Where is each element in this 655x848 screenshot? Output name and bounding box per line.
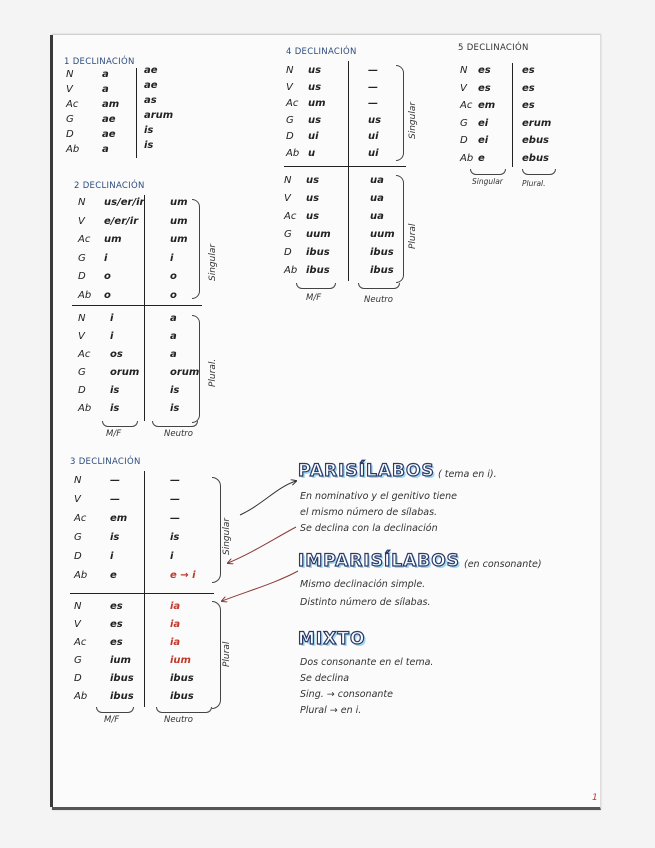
decl3-case: D	[74, 673, 82, 684]
decl2-neutro-label: Neutro	[164, 429, 194, 439]
decl1-sg: a	[102, 84, 109, 95]
parisilabos-sub: ( tema en i).	[438, 469, 497, 480]
decl3-case: G	[74, 532, 82, 543]
decl5-sg: es	[478, 82, 491, 94]
mixto-line-3: Sing. → consonante	[300, 689, 393, 700]
decl2-n: is	[170, 403, 180, 414]
decl3-mf: —	[110, 475, 120, 486]
decl4-n: ibus	[370, 265, 394, 276]
decl4-n: ua	[370, 175, 384, 186]
notebook-page	[52, 34, 601, 810]
decl2-mf: us/er/ir	[104, 197, 145, 208]
decl2-case: N	[78, 197, 86, 208]
decl5-case: N	[460, 65, 468, 76]
decl4-mf: us	[306, 211, 320, 222]
decl2-singular-label: Singular	[208, 243, 218, 281]
decl3-case: N	[74, 475, 82, 486]
decl2-title: 2 DECLINACIÓN	[74, 181, 145, 191]
decl3-n: ibus	[170, 673, 194, 684]
arrow-to-parisilabos	[240, 481, 296, 515]
imparisilabos-line-1: Mismo declinación simple.	[300, 579, 426, 590]
decl3-mf: es	[110, 637, 123, 648]
decl3-mf: es	[110, 619, 123, 630]
decl4-title: 4 DECLINACIÓN	[286, 47, 357, 57]
decl2-case: G	[78, 367, 86, 378]
decl5-pl: es	[522, 100, 535, 111]
decl3-case: V	[74, 494, 81, 505]
decl2-case: N	[78, 313, 86, 324]
decl4-case: D	[286, 131, 294, 142]
decl3-mf: e	[110, 570, 117, 581]
decl3-title: 3 DECLINACIÓN	[70, 457, 141, 467]
decl3-case: Ac	[74, 513, 87, 524]
decl1-case: D	[66, 129, 74, 140]
arrow-to-plural-ia	[222, 571, 298, 601]
decl4-mf-label: M/F	[306, 293, 322, 303]
decl2-case: Ab	[78, 289, 92, 301]
decl3-n: —	[170, 494, 180, 505]
imparisilabos-sub: (en consonante)	[464, 559, 542, 570]
decl2-plural-label: Plural.	[208, 358, 218, 387]
decl2-case: D	[78, 385, 86, 396]
decl4-n: us	[368, 114, 382, 126]
decl4-mf: us	[308, 65, 322, 76]
decl1-sg: ae	[102, 129, 116, 140]
decl4-case: N	[286, 65, 294, 76]
decl1-case: N	[66, 69, 74, 80]
decl4-n: ui	[368, 147, 379, 159]
decl3-n: ia	[170, 601, 181, 612]
decl3-n: ia	[170, 637, 181, 648]
decl2-case: Ac	[78, 234, 91, 245]
decl5-case: V	[460, 82, 467, 94]
decl3-mf: ibus	[110, 673, 134, 684]
decl4-case: Ac	[286, 98, 299, 109]
decl4-n: —	[368, 98, 378, 109]
decl4-case: V	[284, 193, 291, 204]
decl4-mf: ibus	[306, 247, 330, 258]
decl4-n: ua	[370, 211, 384, 222]
parisilabos-line-2: el mismo número de sílabas.	[300, 507, 438, 518]
decl5-pl: erum	[522, 117, 552, 129]
decl2-n: um	[170, 215, 188, 227]
mixto-line-1: Dos consonante en el tema.	[300, 657, 434, 668]
decl4-n: uum	[370, 229, 395, 240]
mixto-title: MIXTO	[298, 629, 366, 649]
decl5-title: 5 DECLINACIÓN	[458, 43, 529, 53]
decl1-sg: a	[102, 69, 109, 80]
decl3-mf: —	[110, 494, 120, 505]
decl2-n: orum	[170, 367, 200, 378]
decl5-case: G	[460, 117, 468, 129]
decl2-n: i	[170, 252, 174, 264]
decl4-n: —	[368, 65, 378, 76]
decl4-n: ua	[370, 193, 384, 204]
decl3-n: ium	[170, 655, 191, 666]
decl1-pl: as	[144, 95, 157, 106]
decl2-n: o	[170, 271, 177, 282]
decl4-mf: um	[308, 98, 326, 109]
decl2-mf-label: M/F	[106, 429, 122, 439]
decl2-n: um	[170, 234, 188, 245]
decl2-mf: i	[110, 331, 114, 342]
decl4-case: D	[284, 247, 292, 258]
decl4-n: —	[368, 81, 378, 93]
decl3-n: ia	[170, 619, 181, 630]
decl3-mf: es	[110, 601, 123, 612]
decl3-plural-label: Plural	[222, 641, 232, 667]
decl2-mf: orum	[110, 367, 140, 378]
decl5-case: Ab	[460, 152, 474, 164]
decl5-sg: ei	[478, 135, 489, 146]
decl3-mf: is	[110, 532, 120, 543]
decl3-mf: ibus	[110, 691, 134, 702]
decl1-sg: a	[102, 144, 109, 155]
decl4-case: V	[286, 81, 293, 93]
decl4-mf: us	[308, 81, 322, 93]
decl1-title: 1 DECLINACIÓN	[64, 57, 135, 67]
decl1-pl: is	[144, 125, 154, 136]
decl2-mf: o	[104, 289, 111, 301]
decl4-mf: uum	[306, 229, 331, 240]
decl5-pl: ebus	[522, 152, 550, 164]
decl2-case: G	[78, 252, 86, 264]
decl2-mf: um	[104, 234, 122, 245]
decl3-case: Ab	[74, 570, 88, 581]
decl3-case: D	[74, 551, 82, 562]
decl3-n: —	[170, 475, 180, 486]
decl3-case: G	[74, 655, 82, 666]
decl4-mf: us	[306, 193, 320, 204]
decl2-n: a	[170, 331, 177, 342]
decl3-neutro-label: Neutro	[164, 715, 194, 725]
decl3-singular-label: Singular	[222, 517, 232, 555]
arrow-to-ablative	[228, 527, 296, 563]
decl1-case: Ab	[66, 144, 80, 155]
decl5-singular-label: Singular	[472, 177, 503, 186]
decl2-case: V	[78, 331, 85, 342]
decl3-n: ibus	[170, 691, 194, 702]
decl3-n: i	[170, 551, 174, 562]
decl4-case: Ab	[284, 265, 298, 276]
decl4-n: ibus	[370, 247, 394, 258]
parisilabos-title: PARISÍLABOS	[298, 461, 435, 481]
decl1-pl: is	[144, 140, 154, 151]
decl4-case: Ac	[284, 211, 297, 222]
decl3-case: V	[74, 619, 81, 630]
decl1-case: V	[66, 84, 73, 95]
decl4-mf: us	[308, 114, 322, 126]
decl2-mf: i	[110, 313, 114, 324]
decl4-neutro-label: Neutro	[364, 295, 394, 305]
decl5-pl: es	[522, 82, 535, 94]
decl4-mf: ui	[308, 131, 319, 142]
decl4-mf: ibus	[306, 265, 330, 276]
decl2-case: Ac	[78, 349, 91, 360]
decl5-sg: es	[478, 65, 491, 76]
decl5-case: Ac	[460, 100, 473, 111]
decl4-case: G	[286, 114, 294, 126]
decl2-mf: o	[104, 271, 111, 282]
page-number: 1	[592, 793, 598, 803]
mixto-line-4: Plural → en i.	[300, 705, 362, 716]
decl5-pl: ebus	[522, 135, 550, 146]
imparisilabos-line-2: Distinto número de sílabas.	[300, 597, 431, 608]
decl2-case: V	[78, 215, 85, 227]
decl2-n: a	[170, 349, 177, 360]
decl3-mf: ium	[110, 655, 131, 666]
decl2-n: is	[170, 385, 180, 396]
decl2-n: o	[170, 289, 177, 301]
decl4-mf: u	[308, 147, 316, 159]
decl1-sg: am	[102, 99, 120, 110]
decl3-n: is	[170, 532, 180, 543]
decl5-sg: ei	[478, 117, 489, 129]
decl2-mf: is	[110, 403, 120, 414]
decl3-mf-label: M/F	[104, 715, 120, 725]
decl5-sg: e	[478, 152, 485, 164]
decl3-mf: em	[110, 513, 128, 524]
decl2-n: a	[170, 313, 177, 324]
decl1-case: G	[66, 114, 74, 125]
decl1-pl: arum	[144, 110, 174, 121]
decl4-case: N	[284, 175, 292, 186]
decl4-plural-label: Plural	[408, 223, 418, 249]
decl2-mf: e/er/ir	[104, 215, 139, 227]
decl5-sg: em	[478, 100, 496, 111]
decl3-case: Ac	[74, 637, 87, 648]
decl3-mf: i	[110, 551, 114, 562]
decl1-pl: ae	[144, 65, 158, 76]
decl3-case: Ab	[74, 691, 88, 702]
decl2-mf: i	[104, 252, 108, 264]
decl5-plural-label: Plural.	[522, 179, 546, 188]
decl4-case: G	[284, 229, 292, 240]
decl5-pl: es	[522, 65, 535, 76]
mixto-line-2: Se declina	[300, 673, 350, 684]
decl2-mf: is	[110, 385, 120, 396]
decl3-n: e → i	[170, 570, 196, 581]
decl4-singular-label: Singular	[408, 101, 418, 139]
decl3-case: N	[74, 601, 82, 612]
decl5-case: D	[460, 135, 468, 146]
imparisilabos-title: IMPARISÍLABOS	[298, 551, 460, 571]
decl1-case: Ac	[66, 99, 79, 110]
parisilabos-line-1: En nominativo y el genitivo tiene	[300, 491, 458, 502]
decl3-n: —	[170, 513, 180, 524]
decl4-n: ui	[368, 131, 379, 142]
decl1-pl: ae	[144, 80, 158, 91]
decl1-sg: ae	[102, 114, 116, 125]
decl2-case: Ab	[78, 403, 92, 414]
parisilabos-line-3: Se declina con la declinación	[300, 523, 438, 534]
decl2-case: D	[78, 271, 86, 282]
decl2-mf: os	[110, 349, 123, 360]
decl4-mf: us	[306, 175, 320, 186]
decl2-n: um	[170, 197, 188, 208]
decl4-case: Ab	[286, 147, 300, 159]
